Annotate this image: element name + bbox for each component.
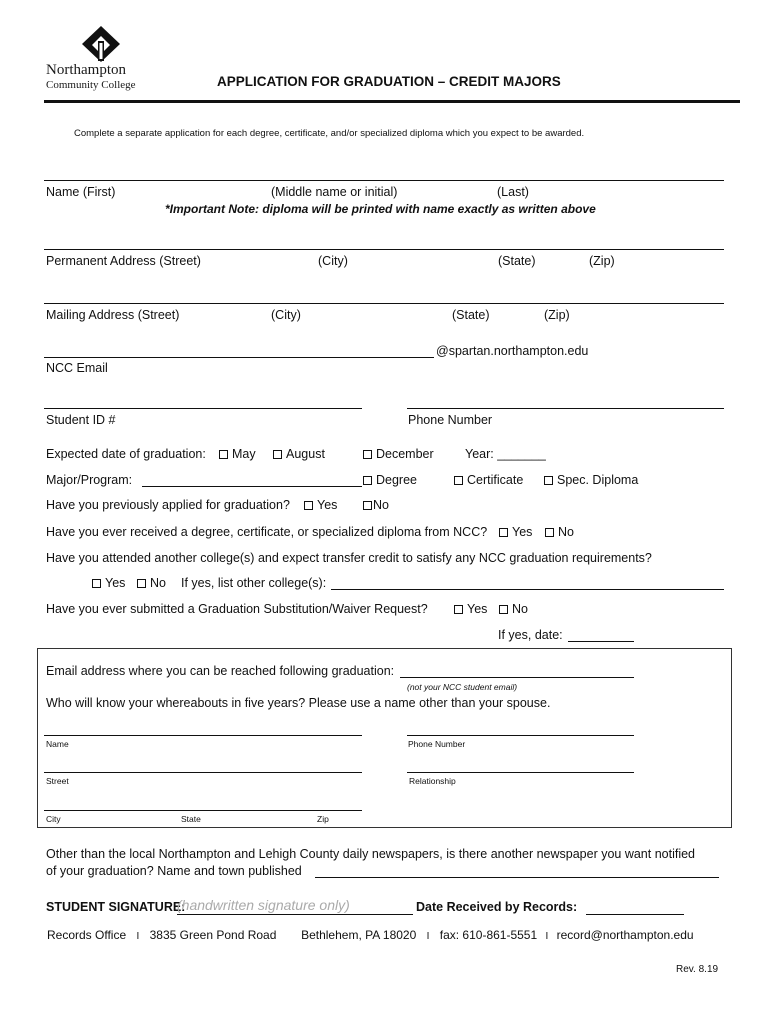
- email-domain-suffix: @spartan.northampton.edu: [436, 344, 589, 358]
- q2-no-checkbox[interactable]: [545, 528, 554, 537]
- newspaper-question-line2: of your graduation? Name and town published: [46, 864, 302, 878]
- footer-email-link[interactable]: record@northampton.edu: [556, 928, 694, 942]
- footer-separator: I: [426, 931, 430, 942]
- mailing-zip-label: (Zip): [544, 308, 570, 322]
- other-college-list-line[interactable]: [331, 589, 724, 590]
- q4-yes-option[interactable]: [454, 602, 487, 616]
- mailing-state-label: (State): [452, 308, 490, 322]
- footer-address: 3835 Green Pond Road: [149, 928, 277, 942]
- contact-zip-label: Zip: [317, 814, 329, 824]
- may-option[interactable]: [219, 447, 256, 461]
- august-label: August: [286, 447, 325, 461]
- footer-office: Records Office: [47, 928, 127, 942]
- newspaper-question-line1: Other than the local Northampton and Lehigh County daily newspapers, is there another newspaper you want notified: [46, 847, 696, 861]
- footer-contact-info: [47, 928, 694, 942]
- revision-label: Rev. 8.19: [676, 964, 719, 975]
- phone-number-label: Phone Number: [408, 413, 493, 427]
- ncc-email-label: NCC Email: [46, 361, 108, 375]
- q1-no-label: No: [373, 498, 389, 512]
- phone-number-line[interactable]: [407, 408, 724, 409]
- q2-no-option[interactable]: [545, 525, 574, 539]
- waiver-date-label: If yes, date:: [498, 628, 563, 642]
- contact-city-label: City: [46, 814, 61, 824]
- mailing-city-label: (City): [271, 308, 301, 322]
- q3-yes-checkbox[interactable]: [92, 579, 101, 588]
- name-middle-label: (Middle name or initial): [271, 185, 398, 199]
- footer-separator: I: [545, 931, 549, 942]
- name-last-label: (Last): [497, 185, 529, 199]
- footer-separator: I: [136, 931, 140, 942]
- permanent-street-label: Permanent Address (Street): [46, 254, 201, 268]
- spec-diploma-checkbox[interactable]: [544, 476, 553, 485]
- logo-mark-icon: [80, 24, 122, 64]
- newspaper-answer-line[interactable]: [315, 877, 719, 878]
- waiver-request-question: Have you ever submitted a Graduation Substitution/Waiver Request?: [46, 602, 428, 616]
- q4-yes-checkbox[interactable]: [454, 605, 463, 614]
- name-field-line[interactable]: [44, 180, 724, 181]
- student-id-line[interactable]: [44, 408, 362, 409]
- permanent-zip-label: (Zip): [589, 254, 615, 268]
- instruction-text: Complete a separate application for each degree, certificate, and/or specialized diploma which you expect to be awarded.: [74, 128, 585, 139]
- august-checkbox[interactable]: [273, 450, 282, 459]
- q1-yes-checkbox[interactable]: [304, 501, 313, 510]
- major-program-label: Major/Program:: [46, 473, 133, 487]
- permanent-state-label: (State): [498, 254, 536, 268]
- mailing-street-label: Mailing Address (Street): [46, 308, 180, 322]
- q4-no-option[interactable]: [499, 602, 528, 616]
- q2-no-label: No: [558, 525, 574, 539]
- q4-yes-label: Yes: [467, 602, 488, 616]
- q4-no-label: No: [512, 602, 528, 616]
- mailing-address-line[interactable]: [44, 303, 724, 304]
- important-note-text: : diploma will be printed with name exactly as written above: [255, 202, 596, 216]
- may-label: May: [232, 447, 256, 461]
- contact-phone-line[interactable]: [407, 735, 634, 736]
- graduation-year-field[interactable]: Year: _______: [465, 447, 546, 461]
- contact-name-line[interactable]: [44, 735, 362, 736]
- logo-subtitle: Community College: [46, 79, 136, 91]
- page-title: APPLICATION FOR GRADUATION – CREDIT MAJORS: [217, 74, 561, 89]
- waiver-date-line[interactable]: [568, 641, 634, 642]
- signature-placeholder[interactable]: (handwritten signature only): [177, 897, 350, 913]
- certificate-checkbox[interactable]: [454, 476, 463, 485]
- contact-relationship-label: Relationship: [409, 776, 456, 786]
- contact-name-label: Name: [46, 739, 69, 749]
- q1-yes-label: Yes: [317, 498, 338, 512]
- other-college-question: Have you attended another college(s) and expect transfer credit to satisfy any NCC graduation requirements?: [46, 551, 652, 565]
- received-degree-question: Have you ever received a degree, certificate, or specialized diploma from NCC?: [46, 525, 488, 539]
- important-note-prefix: *Important Note: [165, 202, 255, 216]
- contact-street-label: Street: [46, 776, 69, 786]
- spec-diploma-option[interactable]: [544, 473, 638, 487]
- q2-yes-label: Yes: [512, 525, 533, 539]
- contact-relationship-line[interactable]: [407, 772, 634, 773]
- footer-city: Bethlehem, PA 18020: [301, 928, 417, 942]
- contact-phone-label: Phone Number: [408, 739, 466, 749]
- post-grad-email-label: Email address where you can be reached following graduation:: [46, 664, 395, 678]
- december-option[interactable]: [363, 447, 434, 461]
- q3-yes-option[interactable]: [92, 576, 125, 590]
- q3-yes-label: Yes: [105, 576, 126, 590]
- august-option[interactable]: [273, 447, 325, 461]
- permanent-city-label: (City): [318, 254, 348, 268]
- q3-no-label: No: [150, 576, 166, 590]
- post-grad-email-note: (not your NCC student email): [407, 682, 518, 692]
- student-signature-label: STUDENT SIGNATURE:: [46, 900, 186, 914]
- q4-no-checkbox[interactable]: [499, 605, 508, 614]
- degree-checkbox[interactable]: [363, 476, 372, 485]
- other-college-list-label: If yes, list other college(s):: [181, 576, 327, 590]
- important-note: [165, 202, 596, 216]
- date-received-line[interactable]: [586, 914, 684, 915]
- q1-yes-option[interactable]: [304, 498, 337, 512]
- q1-no-option[interactable]: [363, 498, 389, 512]
- post-grad-email-line[interactable]: [400, 677, 634, 678]
- expected-graduation-label: Expected date of graduation:: [46, 447, 206, 461]
- ncc-email-line[interactable]: [44, 357, 434, 358]
- previously-applied-question: Have you previously applied for graduation?: [46, 498, 290, 512]
- may-checkbox[interactable]: [219, 450, 228, 459]
- degree-label: Degree: [376, 473, 417, 487]
- q1-no-checkbox[interactable]: [363, 501, 372, 510]
- footer-fax: fax: 610-861-5551: [439, 928, 538, 942]
- whereabouts-question: Who will know your whereabouts in five years? Please use a name other than your spouse.: [46, 696, 551, 710]
- contact-street-line[interactable]: [44, 772, 362, 773]
- date-received-label: Date Received by Records:: [416, 900, 578, 914]
- student-id-label: Student ID #: [46, 413, 116, 427]
- december-label: December: [376, 447, 434, 461]
- q3-no-option[interactable]: [137, 576, 166, 590]
- december-checkbox[interactable]: [363, 450, 372, 459]
- contact-city-line[interactable]: [44, 810, 362, 811]
- spec-diploma-label: Spec. Diploma: [557, 473, 639, 487]
- certificate-option[interactable]: [454, 473, 523, 487]
- q2-yes-checkbox[interactable]: [499, 528, 508, 537]
- header-rule: [44, 100, 740, 103]
- name-first-label: Name (First): [46, 185, 116, 199]
- permanent-address-line[interactable]: [44, 249, 724, 250]
- signature-line[interactable]: [177, 914, 413, 915]
- contact-state-label: State: [181, 814, 201, 824]
- logo-name: Northampton: [46, 62, 126, 78]
- certificate-label: Certificate: [467, 473, 524, 487]
- degree-option[interactable]: [363, 473, 417, 487]
- q2-yes-option[interactable]: [499, 525, 532, 539]
- q3-no-checkbox[interactable]: [137, 579, 146, 588]
- major-program-line[interactable]: [142, 486, 362, 487]
